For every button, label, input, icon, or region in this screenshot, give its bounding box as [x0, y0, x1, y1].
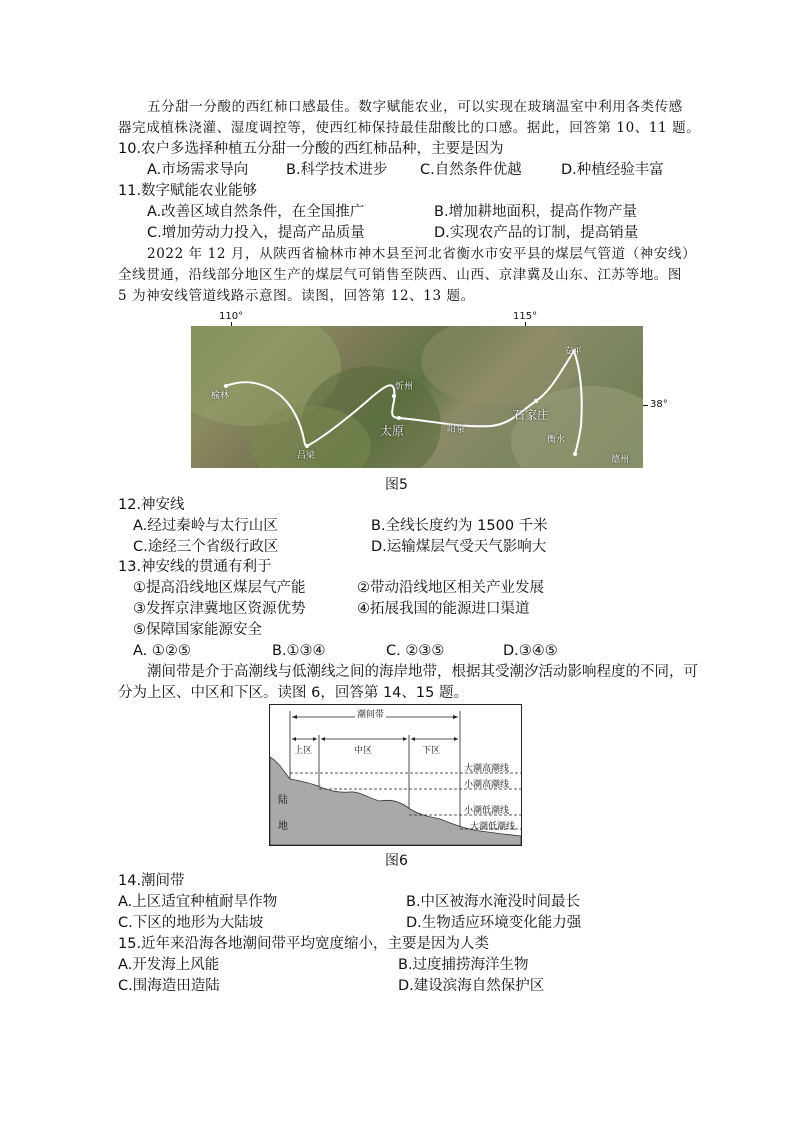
longitude-label: 115° — [513, 311, 538, 322]
q12-option-c[interactable]: C.途经三个省级行政区 — [133, 539, 279, 555]
spring-high-tide-label: 大潮高潮线 — [464, 764, 510, 774]
city-label-shijiazhuang: 石家庄 — [513, 408, 550, 422]
q14-option-d[interactable]: D.生物适应环境变化能力强 — [406, 915, 582, 931]
question-12-stem: 12.神安线 — [118, 497, 185, 513]
arrow-head — [292, 715, 297, 719]
q13-statement-4: ④拓展我国的能源进口渠道 — [357, 601, 530, 617]
q11-option-b[interactable]: B.增加耕地面积，提高作物产量 — [434, 204, 638, 220]
question-14-stem: 14.潮间带 — [118, 873, 185, 889]
arrow-head — [411, 737, 415, 741]
q11-option-a[interactable]: A.改善区域自然条件，在全国推广 — [147, 204, 365, 220]
arrow-head — [454, 737, 458, 741]
q13-statement-3: ③发挥京津冀地区资源优势 — [133, 601, 306, 617]
q13-option-c[interactable]: C. ②③⑤ — [386, 643, 445, 659]
longitude-label: 110° — [219, 311, 244, 322]
q11-option-d[interactable]: D.实现农产品的订制，提高销量 — [434, 225, 639, 241]
q11-option-c[interactable]: C.增加劳动力投入，提高产品质量 — [147, 225, 365, 241]
intro-text-line: 潮间带是介于高潮线与低潮线之间的海岸地带，根据其受潮汐活动影响程度的不同，可 — [147, 664, 698, 680]
latitude-label: 38° — [650, 399, 668, 410]
q13-option-d[interactable]: D.③④⑤ — [503, 643, 558, 659]
q15-option-c[interactable]: C.围海造田造陆 — [118, 978, 220, 994]
question-15-stem: 15.近年来沿海各地潮间带平均宽度缩小，主要是因为人类 — [118, 936, 490, 952]
q15-option-d[interactable]: D.建设滨海自然保护区 — [398, 978, 545, 994]
pipeline-map — [191, 326, 643, 468]
intro-text-line: 5 为神安线管道线路示意图。读图，回答第 12、13 题。 — [118, 288, 475, 304]
intro-text-line: 全线贯通，沿线部分地区生产的煤层气可销售至陕西、山西、京津冀及山东、江苏等地。图 — [118, 267, 682, 283]
q15-option-a[interactable]: A.开发海上风能 — [118, 957, 220, 973]
q13-statement-1: ①提高沿线地区煤层气产能 — [133, 580, 306, 596]
arrow-head — [321, 737, 325, 741]
q14-option-a[interactable]: A.上区适宜种植耐旱作物 — [118, 894, 278, 910]
city-dot — [397, 416, 401, 420]
land-label: 地 — [278, 821, 288, 832]
neap-high-tide-label: 小潮高潮线 — [464, 780, 510, 790]
q13-option-b[interactable]: B.①③④ — [272, 643, 326, 659]
city-dot — [573, 452, 577, 456]
q10-option-b[interactable]: B.科学技术进步 — [286, 162, 388, 178]
question-10-stem: 10.农户多选择种植五分甜一分酸的西红柿品种，主要是因为 — [118, 141, 504, 157]
figure-5-caption: 图5 — [385, 477, 408, 493]
land-label: 陆 — [278, 795, 288, 806]
city-dot — [534, 399, 538, 403]
q10-option-a[interactable]: A.市场需求导向 — [147, 162, 249, 178]
q10-option-d[interactable]: D.种植经验丰富 — [561, 162, 664, 178]
q13-statement-2: ②带动沿线地区相关产业发展 — [357, 580, 544, 596]
question-13-stem: 13.神安线的贯通有利于 — [118, 559, 272, 575]
city-label-xinzhou: 忻州 — [395, 382, 414, 392]
arrow-head — [292, 737, 296, 741]
arrow-head — [403, 737, 407, 741]
middle-zone-label: 中区 — [354, 746, 373, 756]
arrow-head — [313, 737, 317, 741]
q14-option-c[interactable]: C.下区的地形为大陆坡 — [118, 915, 264, 931]
city-label-lvliang: 吕梁 — [297, 451, 316, 461]
q12-option-d[interactable]: D.运输煤层气受天气影响大 — [371, 539, 547, 555]
intro-text-line: 器完成植株浇灌、湿度调控等，使西红柿保持最佳甜酸比的口感。据此，回答第 10、11 题。 — [118, 120, 701, 136]
intertidal-zone-label: 潮间带 — [355, 707, 386, 720]
intro-text-line: 分为上区、中区和下区。读图 6，回答第 14、15 题。 — [118, 685, 468, 701]
figure-6-caption: 图6 — [385, 853, 408, 869]
arrow-head — [453, 715, 458, 719]
q12-option-a[interactable]: A.经过秦岭与太行山区 — [133, 518, 278, 534]
intro-text-line: 2022 年 12 月，从陕西省榆林市神木县至河北省衡水市安平县的煤层气管道（神安线） — [147, 246, 697, 262]
question-11-stem: 11.数字赋能农业能够 — [118, 183, 258, 199]
lower-zone-label: 下区 — [422, 746, 441, 756]
q12-option-b[interactable]: B.全线长度约为 1500 千米 — [371, 518, 548, 534]
city-label-hengshui: 衡水 — [547, 435, 566, 445]
city-dot — [392, 394, 396, 398]
q13-statement-5: ⑤保障国家能源安全 — [133, 622, 262, 638]
city-label-taiyuan: 太原 — [380, 424, 405, 438]
neap-low-tide-label: 小潮低潮线 — [464, 806, 510, 816]
q13-option-a[interactable]: A. ①②⑤ — [133, 643, 191, 659]
city-label-dezhou: 德州 — [611, 455, 630, 465]
city-label-anping: 安平 — [564, 347, 583, 357]
spring-low-tide-label: 大潮低潮线 — [470, 822, 516, 832]
q15-option-b[interactable]: B.过度捕捞海洋生物 — [398, 957, 529, 973]
q10-option-c[interactable]: C.自然条件优越 — [420, 162, 522, 178]
intertidal-zone-diagram — [269, 704, 522, 846]
intro-text-line: 五分甜一分酸的西红柿口感最佳。数字赋能农业，可以实现在玻璃温室中利用各类传感 — [147, 99, 683, 115]
city-label-yangquan: 阳泉 — [447, 425, 466, 435]
q14-option-b[interactable]: B.中区被海水淹没时间最长 — [406, 894, 581, 910]
upper-zone-label: 上区 — [294, 746, 313, 756]
city-label-yulin: 榆林 — [211, 391, 230, 401]
